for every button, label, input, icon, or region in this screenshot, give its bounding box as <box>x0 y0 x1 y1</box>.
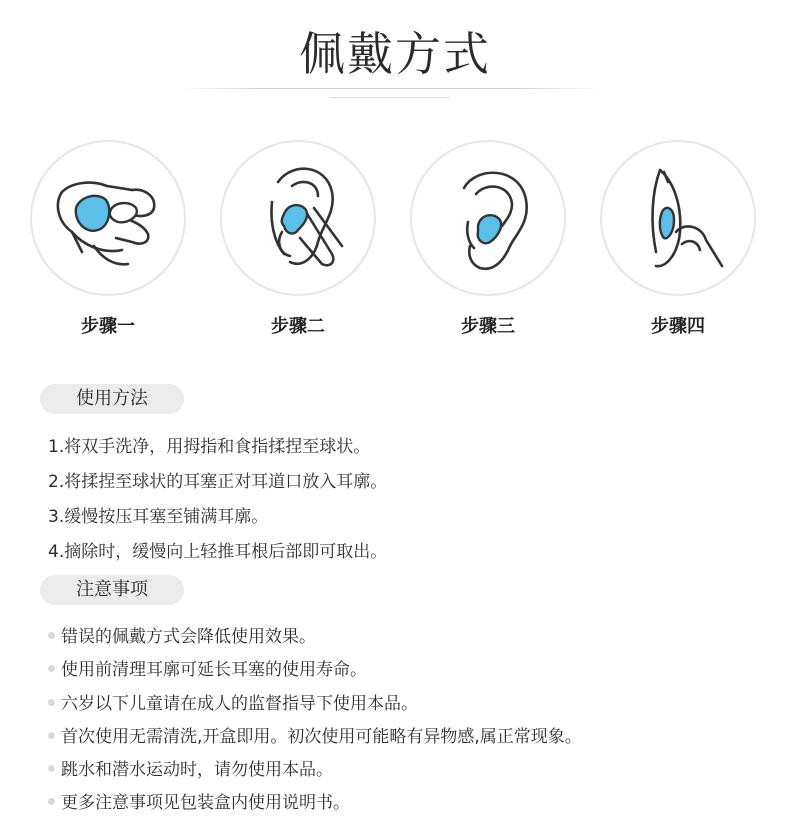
usage-line-2: 2.将揉捏至球状的耳塞正对耳道口放入耳廓。 <box>48 472 388 492</box>
step-2-label: 步骤二 <box>271 316 325 337</box>
note-text: 错误的佩戴方式会降低使用效果。 <box>61 627 316 647</box>
step-3-label: 步骤三 <box>461 316 515 337</box>
note-item <box>48 655 367 680</box>
removing-earplug-icon <box>602 142 754 294</box>
bullet-dot <box>48 798 55 805</box>
page-title: 佩戴方式 <box>299 27 491 81</box>
usage-heading: 使用方法 <box>40 384 184 414</box>
step-1 <box>30 140 190 340</box>
title-divider-short <box>330 97 450 98</box>
hand-rolling-earplug-icon <box>32 142 184 294</box>
note-text: 首次使用无需清洗,开盒即用。初次使用可能略有异物感,属正常现象。 <box>61 727 582 747</box>
note-item <box>48 755 333 780</box>
note-text: 跳水和潜水运动时，请勿使用本品。 <box>61 760 333 780</box>
step-4 <box>600 140 760 340</box>
title-divider <box>180 88 600 89</box>
step-2-circle <box>220 140 376 296</box>
note-item <box>48 788 350 813</box>
step-4-circle <box>600 140 756 296</box>
note-text: 使用前清理耳廓可延长耳塞的使用寿命。 <box>61 660 367 680</box>
bullet-dot <box>48 665 55 672</box>
step-2 <box>220 140 380 340</box>
note-item <box>48 689 418 714</box>
ear-with-earplug-icon <box>412 142 564 294</box>
inserting-earplug-icon <box>222 142 374 294</box>
bullet-dot <box>48 765 55 772</box>
usage-line-4: 4.摘除时，缓慢向上轻推耳根后部即可取出。 <box>48 542 388 562</box>
step-1-circle <box>30 140 186 296</box>
bullet-dot <box>48 632 55 639</box>
bullet-dot <box>48 732 55 739</box>
note-item <box>48 622 316 647</box>
step-1-label: 步骤一 <box>81 316 135 337</box>
notes-heading: 注意事项 <box>40 575 184 605</box>
note-text: 更多注意事项见包装盒内使用说明书。 <box>61 793 350 813</box>
usage-line-3: 3.缓慢按压耳塞至铺满耳廓。 <box>48 507 269 527</box>
bullet-dot <box>48 699 55 706</box>
note-item <box>48 722 582 747</box>
step-3-circle <box>410 140 566 296</box>
note-text: 六岁以下儿童请在成人的监督指导下使用本品。 <box>61 694 418 714</box>
usage-line-1: 1.将双手洗净，用拇指和食指揉捏至球状。 <box>48 437 371 457</box>
step-4-label: 步骤四 <box>651 316 705 337</box>
step-3 <box>410 140 570 340</box>
